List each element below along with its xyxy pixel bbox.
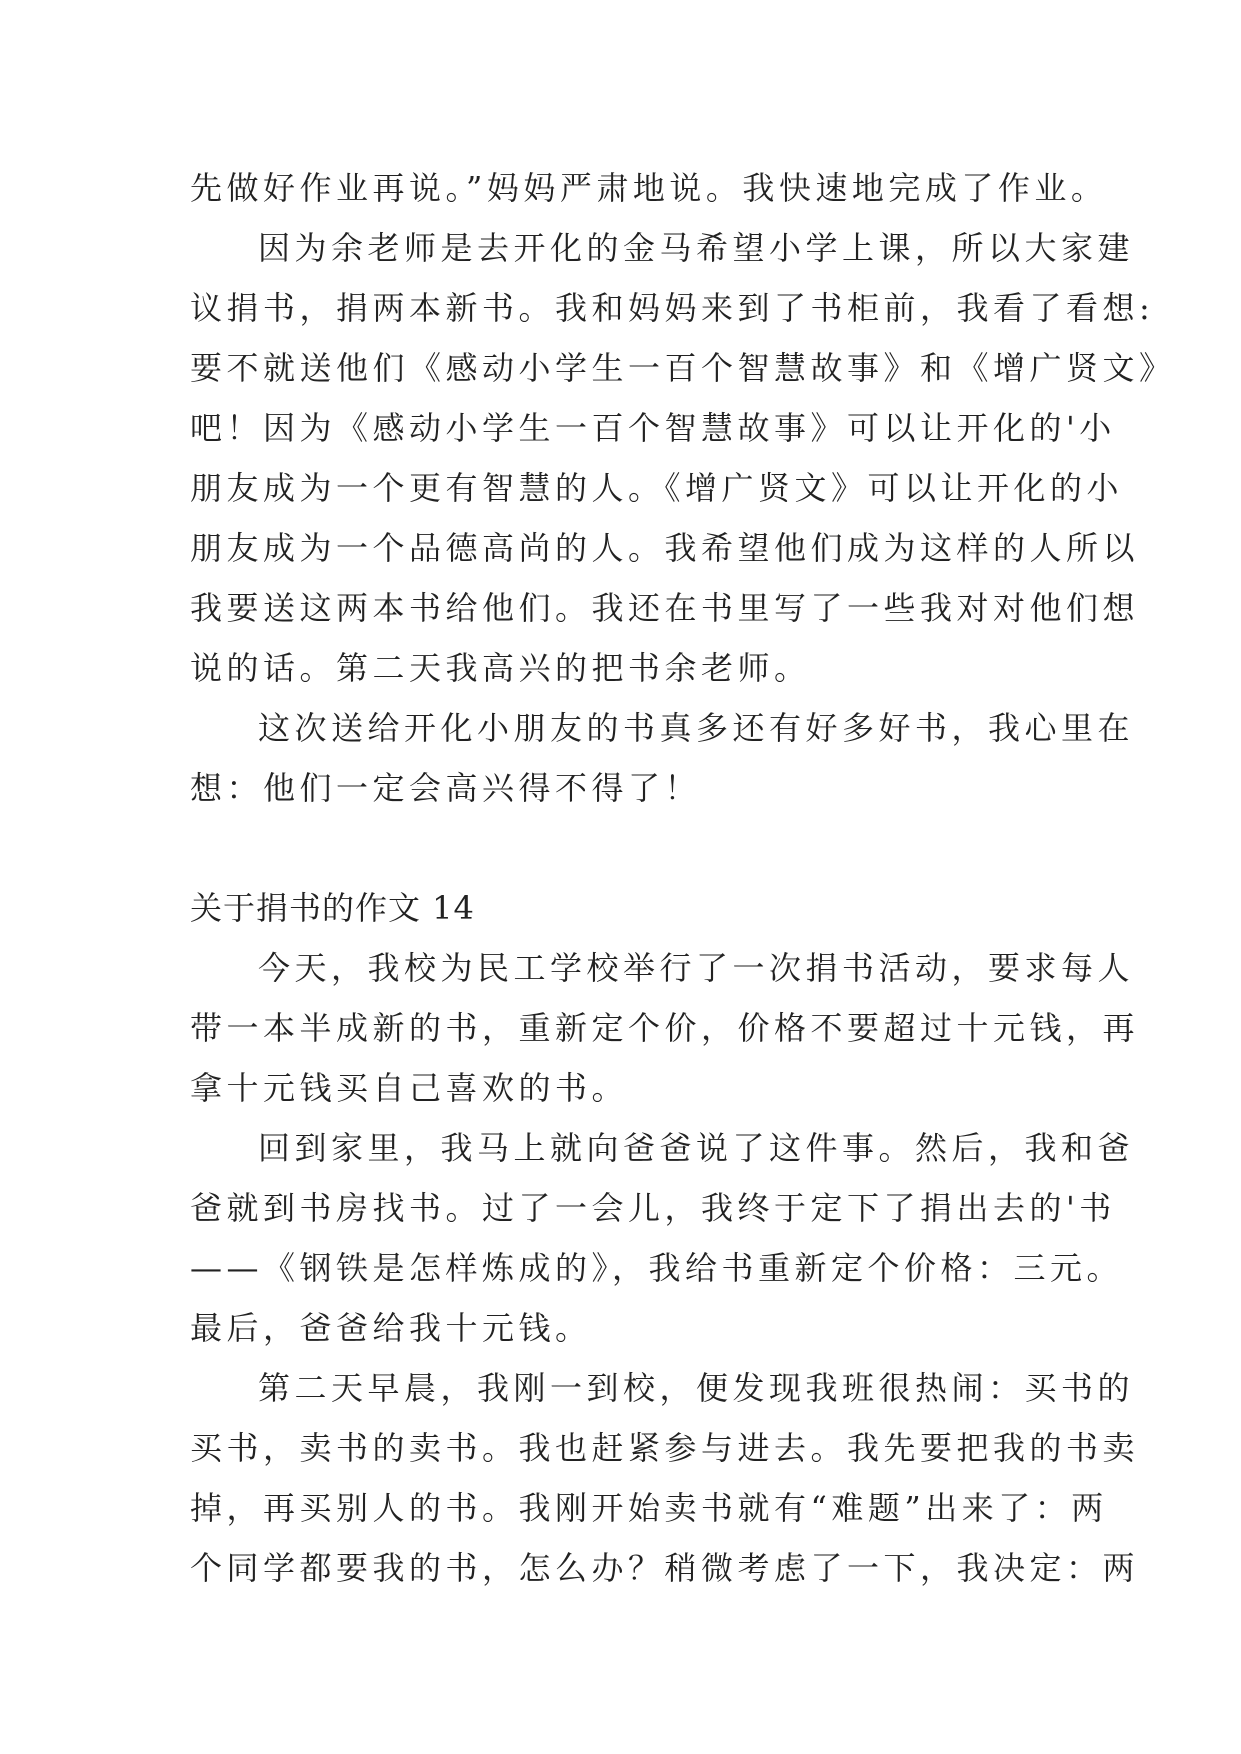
text-line: 吧！因为《感动小学生一百个智慧故事》可以让开化的'小 bbox=[190, 409, 1116, 447]
text-line: 个同学都要我的书，怎么办？稍微考虑了一下，我决定：两 bbox=[190, 1549, 1140, 1587]
text-line: 掉，再买别人的书。我刚开始卖书就有“难题”出来了：两 bbox=[190, 1489, 1108, 1527]
text-line: 我要送这两本书给他们。我还在书里写了一些我对对他们想 bbox=[190, 589, 1140, 627]
text-line: 最后，爸爸给我十元钱。 bbox=[190, 1309, 592, 1347]
text-line: 要不就送他们《感动小学生一百个智慧故事》和《增广贤文》 bbox=[190, 349, 1176, 387]
text-line: 朋友成为一个更有智慧的人。《增广贤文》可以让开化的小 bbox=[190, 469, 1124, 507]
text-line: 想：他们一定会高兴得不得了！ bbox=[190, 769, 702, 807]
paragraph-start: 这次送给开化小朋友的书真多还有好多好书，我心里在 bbox=[258, 709, 1135, 747]
text-line: 带一本半成新的书，重新定个价，价格不要超过十元钱，再 bbox=[190, 1009, 1140, 1047]
paragraph-start: 因为余老师是去开化的金马希望小学上课，所以大家建 bbox=[258, 229, 1135, 267]
paragraph-start: 第二天早晨，我刚一到校，便发现我班很热闹：买书的 bbox=[258, 1369, 1135, 1407]
text-line: 买书，卖书的卖书。我也赶紧参与进去。我先要把我的书卖 bbox=[190, 1429, 1140, 1467]
text-line: 议捐书，捐两本新书。我和妈妈来到了书柜前，我看了看想: bbox=[190, 289, 1155, 327]
text-line: 爸就到书房找书。过了一会儿，我终于定下了捐出去的'书 bbox=[190, 1189, 1116, 1227]
section-heading: 关于捐书的作文 14 bbox=[190, 889, 475, 927]
paragraph-start: 回到家里，我马上就向爸爸说了这件事。然后，我和爸 bbox=[258, 1129, 1135, 1167]
text-line: 朋友成为一个品德高尚的人。我希望他们成为这样的人所以 bbox=[190, 529, 1140, 567]
paragraph-start: 今天，我校为民工学校举行了一次捐书活动，要求每人 bbox=[258, 949, 1135, 987]
text-line: 说的话。第二天我高兴的把书余老师。 bbox=[190, 649, 811, 687]
text-line: ——《钢铁是怎样炼成的》，我给书重新定个价格：三元。 bbox=[190, 1249, 1124, 1287]
text-line: 拿十元钱买自己喜欢的书。 bbox=[190, 1069, 629, 1107]
text-line: 先做好作业再说。”妈妈严肃地说。我快速地完成了作业。 bbox=[190, 169, 1108, 207]
